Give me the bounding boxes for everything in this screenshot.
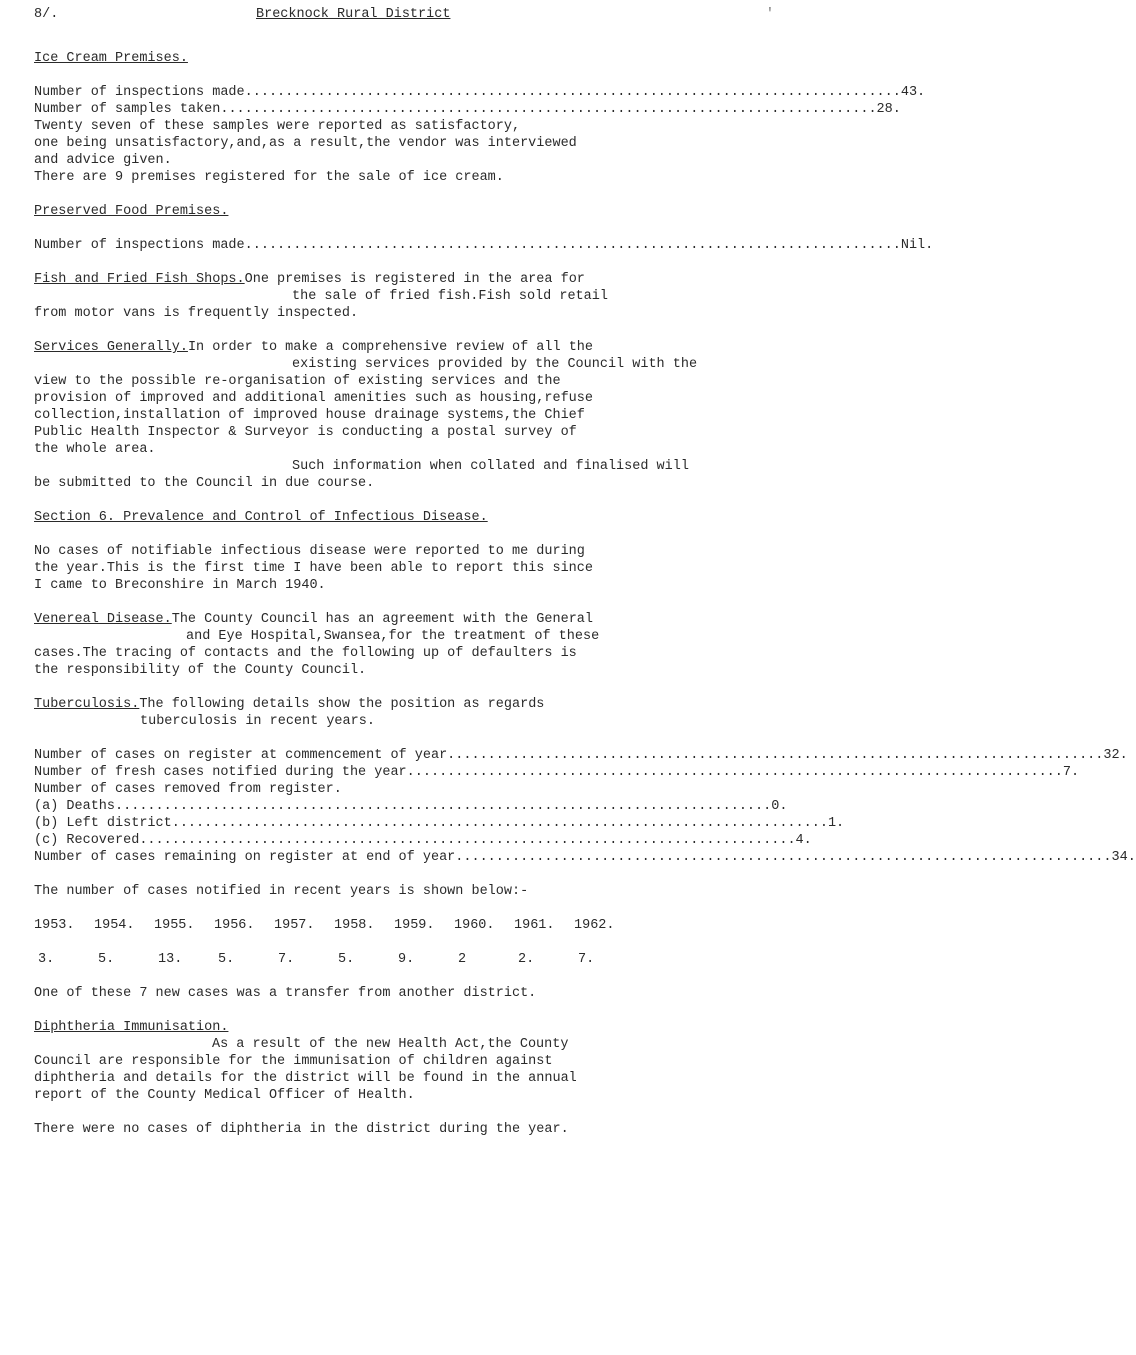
tb-counts-row xyxy=(34,951,778,968)
ice-cream-text-2: one being unsatisfactory,and,as a result,the vendor was interviewed xyxy=(34,136,577,151)
tb-notified-intro: The number of cases notified in recent years is shown below:- xyxy=(34,884,529,899)
tuberculosis-text-2: tuberculosis in recent years. xyxy=(140,714,375,729)
services-text-6: Public Health Inspector & Surveyor is conducting a postal survey of xyxy=(34,425,577,440)
services-text-8: Such information when collated and finalised will xyxy=(292,459,689,474)
ice-cream-text-4: There are 9 premises registered for the sale of ice cream. xyxy=(34,170,504,185)
page-header xyxy=(34,6,774,26)
ice-cream-text-1: Twenty seven of these samples were reported as satisfactory, xyxy=(34,119,521,134)
services-text-9: be submitted to the Council in due course. xyxy=(34,476,375,491)
tb-count: 2. xyxy=(518,952,535,967)
ice-cream-inspections-row: Number of inspections made ................................................................................ .43. xyxy=(34,85,926,100)
document-title: Brecknock Rural District xyxy=(256,7,451,22)
services-text-7: the whole area. xyxy=(34,442,156,457)
tb-year: 1959. xyxy=(394,918,435,933)
venereal-text-4: the responsibility of the County Council. xyxy=(34,663,367,678)
section-6-text-3: I came to Breconshire in March 1940. xyxy=(34,578,326,593)
tb-year: 1954. xyxy=(94,918,135,933)
tb-year: 1955. xyxy=(154,918,195,933)
page-number: 8/. xyxy=(34,7,59,22)
fish-text-1: Fish and Fried Fish Shops.One premises is registered in the area for xyxy=(34,272,585,287)
fish-text-2: the sale of fried fish.Fish sold retail xyxy=(292,289,608,304)
tb-left-district-row: (b) Left district ................................................................................ .1. xyxy=(34,816,845,831)
venereal-text-2: and Eye Hospital,Swansea,for the treatment of these xyxy=(186,629,600,644)
services-text-1: Services Generally.In order to make a comprehensive review of all the xyxy=(34,340,594,355)
tb-fresh-cases-row: Number of fresh cases notified during the year ................................................................................ .7. xyxy=(34,765,1080,780)
preserved-food-heading: Preserved Food Premises. xyxy=(34,204,229,219)
tb-recovered-row: (c) Recovered ................................................................................ .4. xyxy=(34,833,812,848)
diphtheria-text-5: There were no cases of diphtheria in the district during the year. xyxy=(34,1122,569,1137)
tb-count: 2 xyxy=(458,952,467,967)
tb-year: 1962. xyxy=(574,918,615,933)
services-text-5: collection,installation of improved house drainage systems,the Chief xyxy=(34,408,585,423)
section-6-text-2: the year.This is the first time I have been able to report this since xyxy=(34,561,593,576)
tb-count: 7. xyxy=(578,952,595,967)
tb-count: 5. xyxy=(338,952,355,967)
section-6-text-1: No cases of notifiable infectious disease were reported to me during xyxy=(34,544,585,559)
ice-cream-samples-row: Number of samples taken ................................................................................ .28. xyxy=(34,102,901,117)
tb-count: 9. xyxy=(398,952,415,967)
tb-deaths-row: (a) Deaths ................................................................................ .0. xyxy=(34,799,788,814)
diphtheria-text-1: As a result of the new Health Act,the County xyxy=(212,1037,569,1052)
section-6-heading: Section 6. Prevalence and Control of Infectious Disease. xyxy=(34,510,488,525)
services-text-2: existing services provided by the Council with the xyxy=(292,357,698,372)
tb-removed-label: Number of cases removed from register. xyxy=(34,782,342,797)
tb-count: 7. xyxy=(278,952,295,967)
diphtheria-text-2: Council are responsible for the immunisation of children against xyxy=(34,1054,553,1069)
tb-count: 3. xyxy=(38,952,55,967)
tb-year: 1961. xyxy=(514,918,555,933)
tb-count: 13. xyxy=(158,952,183,967)
venereal-text-1: Venereal Disease.The County Council has an agreement with the General xyxy=(34,612,594,627)
tb-years-row xyxy=(34,917,774,934)
diphtheria-heading: Diphtheria Immunisation. xyxy=(34,1020,229,1035)
ice-cream-heading: Ice Cream Premises. xyxy=(34,51,188,66)
tb-register-start-row: Number of cases on register at commencement of year ................................................................................ .32. xyxy=(34,748,1128,763)
tb-year: 1957. xyxy=(274,918,315,933)
ice-cream-text-3: and advice given. xyxy=(34,153,172,168)
tb-count: 5. xyxy=(98,952,115,967)
tb-year: 1960. xyxy=(454,918,495,933)
diphtheria-text-4: report of the County Medical Officer of Health. xyxy=(34,1088,415,1103)
tb-count: 5. xyxy=(218,952,235,967)
tb-transfer-note: One of these 7 new cases was a transfer from another district. xyxy=(34,986,537,1001)
tb-year: 1953. xyxy=(34,918,75,933)
margin-mark: ' xyxy=(765,7,774,22)
preserved-food-inspections-row: Number of inspections made ................................................................................ .Nil. xyxy=(34,238,934,253)
tuberculosis-text-1: Tuberculosis.The following details show the position as regards xyxy=(34,697,545,712)
services-text-4: provision of improved and additional amenities such as housing,refuse xyxy=(34,391,593,406)
services-text-3: view to the possible re-organisation of existing services and the xyxy=(34,374,561,389)
diphtheria-text-3: diphtheria and details for the district will be found in the annual xyxy=(34,1071,577,1086)
tb-remaining-row: Number of cases remaining on register at end of year ................................................................................ .34. xyxy=(34,850,1136,865)
tb-year: 1958. xyxy=(334,918,375,933)
venereal-text-3: cases.The tracing of contacts and the following up of defaulters is xyxy=(34,646,577,661)
tb-year: 1956. xyxy=(214,918,255,933)
fish-text-3: from motor vans is frequently inspected. xyxy=(34,306,359,321)
